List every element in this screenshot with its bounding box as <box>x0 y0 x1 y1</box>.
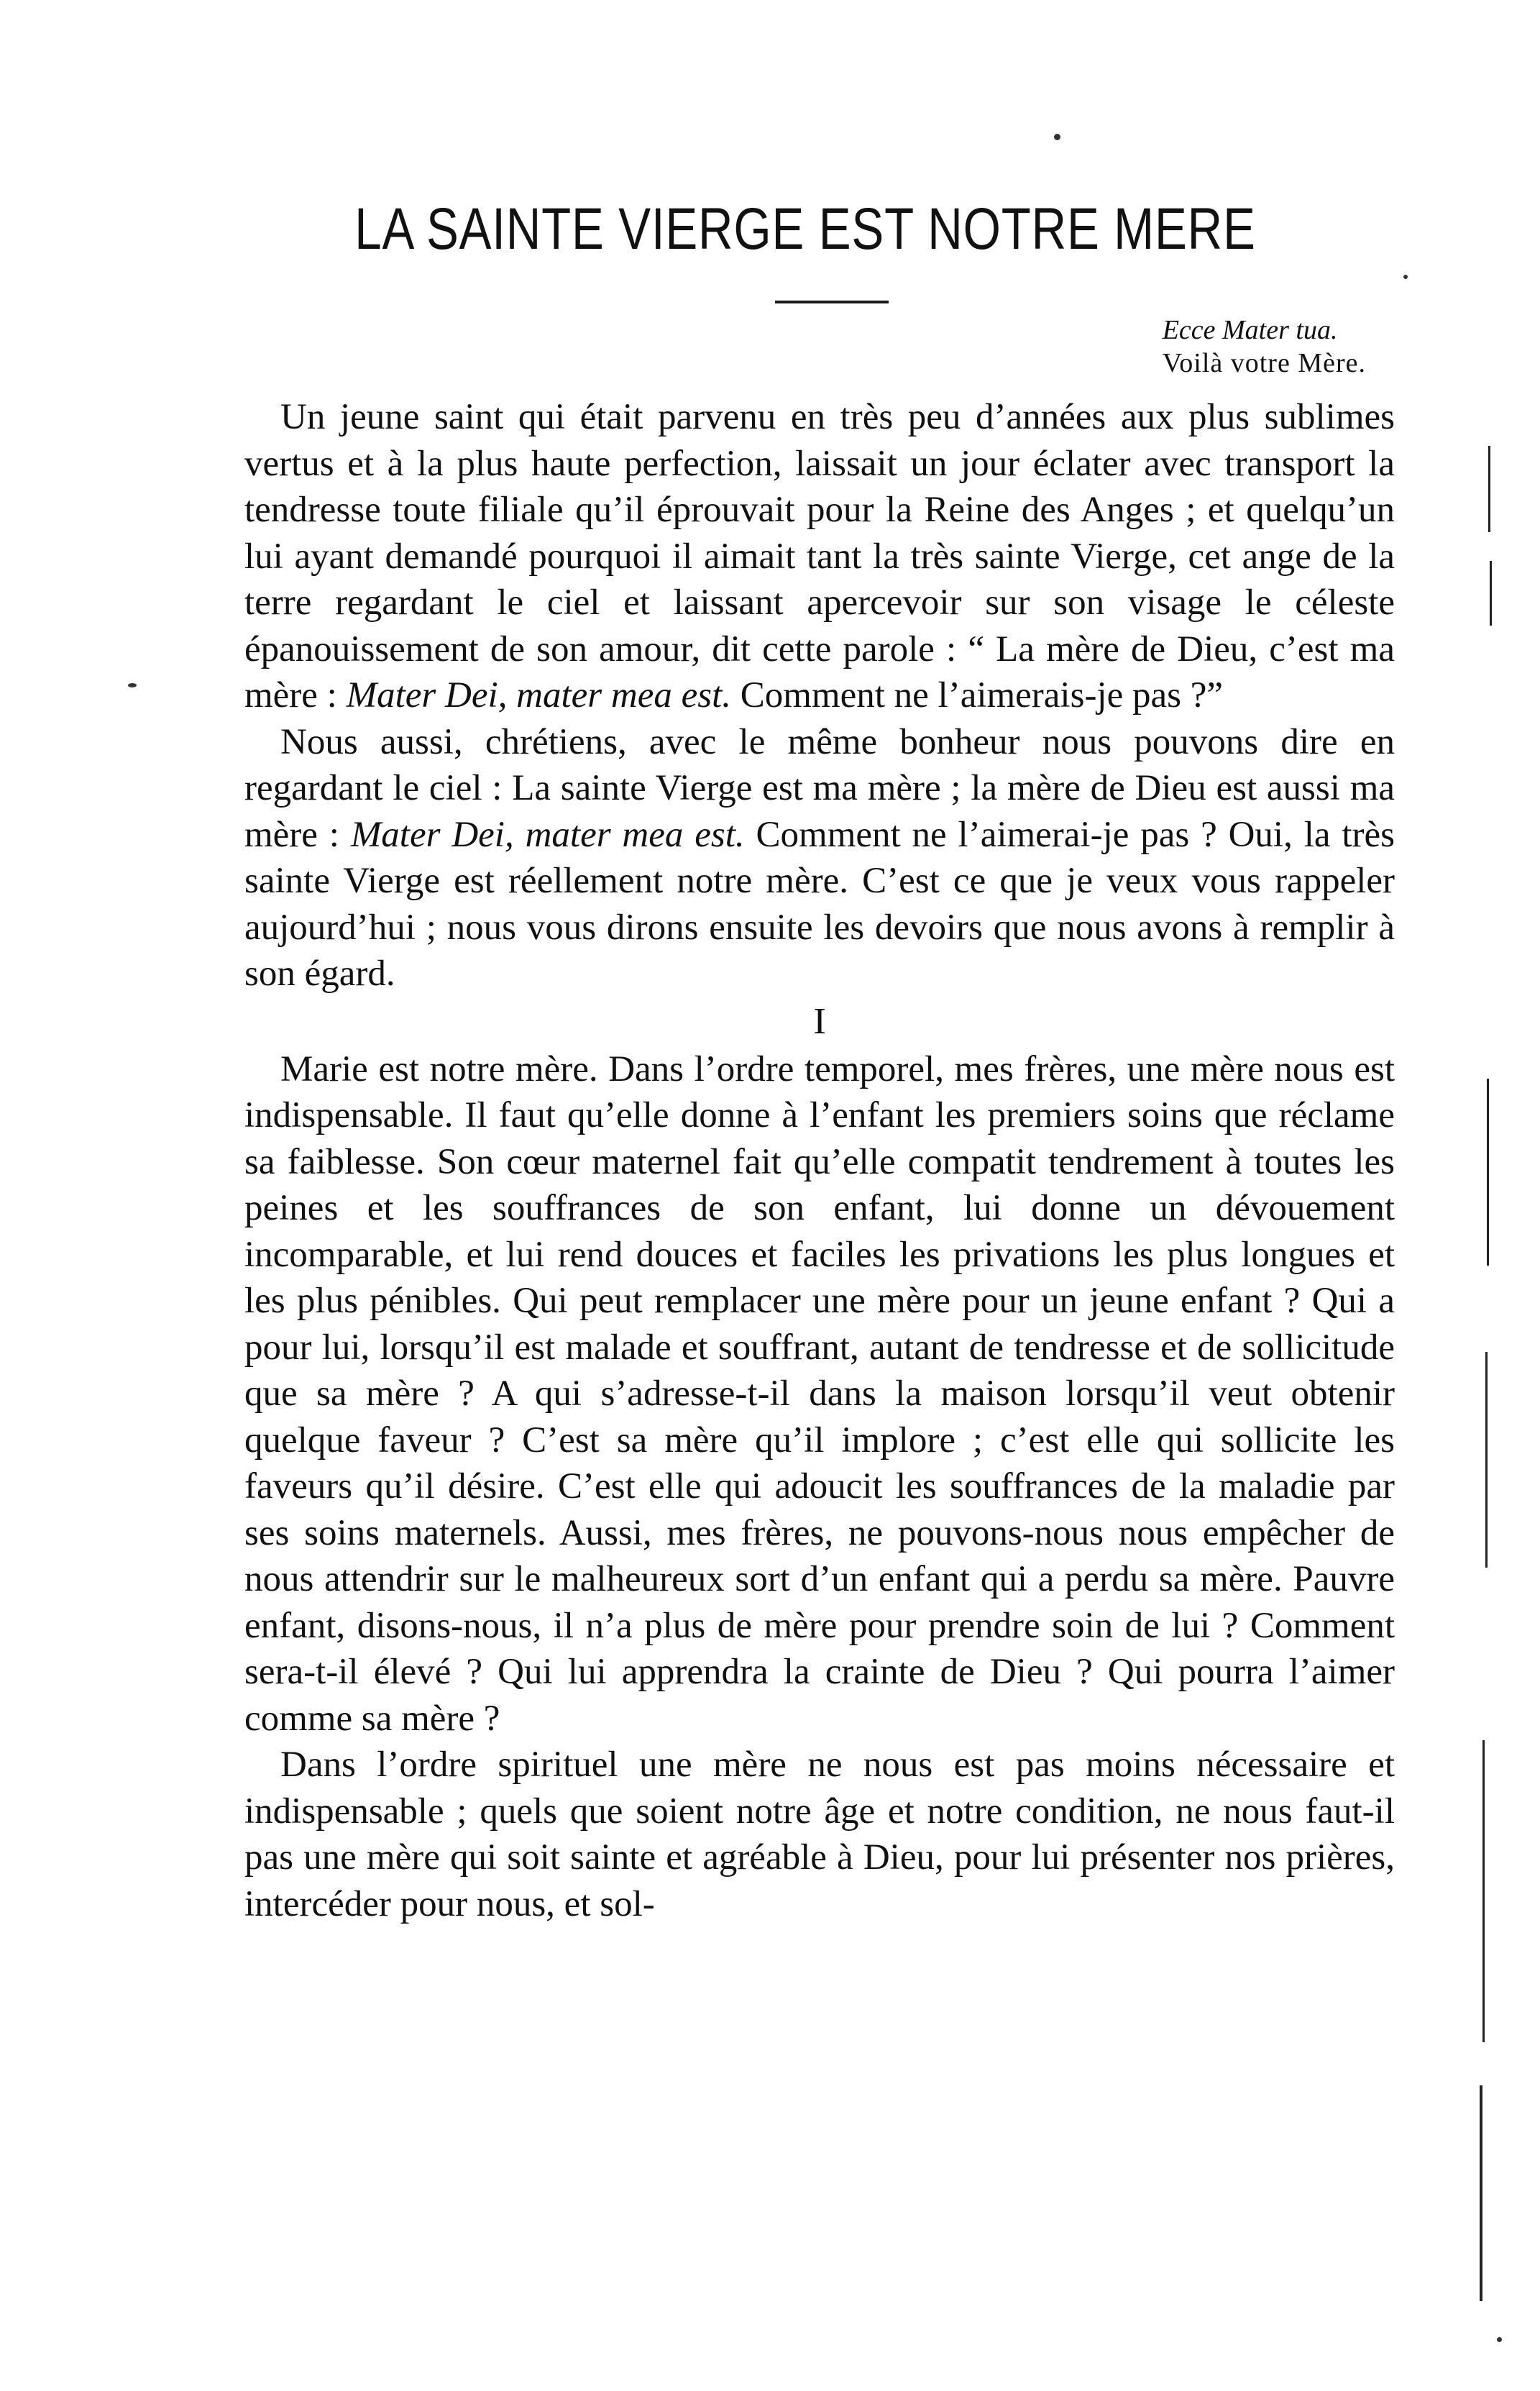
intro-p2-text: Nous aussi, chrétiens, avec le même bonheur nous pouvons dire en regardant le ciel : La sainte Vierge est ma mère ; la mère de Dieu est aussi ma mère : <box>244 721 1395 855</box>
body-text <box>244 394 1395 1927</box>
scan-artifact-speck <box>1403 275 1408 279</box>
scan-artifact-speck <box>1054 134 1060 140</box>
epigraph <box>1163 314 1366 380</box>
scan-artifact-speck <box>1497 2337 1502 2342</box>
intro-p2-end: Comment ne l’aimerai-je pas ? Oui, la très sainte Vierge est réellement notre mère. C’est ce que je veux vous rappeler aujourd’hui ; nous vous dirons ensuite les devoirs que nous avons à remplir à son égard. <box>244 814 1395 994</box>
scan-artifact-margin-line <box>1487 1079 1489 1266</box>
scan-artifact-margin-line <box>1482 1740 1485 2042</box>
intro-paragraph-1 <box>244 394 1395 719</box>
epigraph-latin: Ecce Mater tua. <box>1162 315 1338 345</box>
intro-p1-latin: Mater Dei, mater mea est. <box>346 675 731 716</box>
section-one-paragraph-1: Marie est notre mère. Dans l’ordre temporel, mes frères, une mère nous est indispensable. Il faut qu’elle donne à l’enfant les premiers soins que réclame sa faiblesse. Son cœur maternel fait qu’elle compatit tendrement à toutes les peines et les souffrances de son enfant, lui donne un dévouement incomparable, et lui rend douces et faciles les privations les plus longues et les plus pénibles. Qui peut remplacer une mère pour un jeune enfant ? Qui a pour lui, lorsqu’il est malade et souffrant, autant de tendresse et de sollicitude que sa mère ? A qui s’adresse-t-il dans la maison lorsqu’il veut obtenir quelque faveur ? C’est sa mère qu’il implore ; c’est elle qui sollicite les faveurs qu’il désire. C’est elle qui adoucit les souffrances de la maladie par ses soins maternels. Aussi, mes frères, ne pouvons-nous nous empêcher de nous attendrir sur le malheureux sort d’un enfant qui a perdu sa mère. Pauvre enfant, disons-nous, il n’a plus de mère pour prendre soin de lui ? Comment sera-t-il élevé ? Qui lui apprendra la crainte de Dieu ? Qui pourra l’aimer comme sa mère ? <box>244 1048 1395 1739</box>
section-one-paragraph-2: Dans l’ordre spirituel une mère ne nous est pas moins nécessaire et indispensable ; quels que soient notre âge et notre condition, ne nous faut-il pas une mère qui soit sainte et agréable à Dieu, pour lui présenter nos prières, intercéder pour nous, et sol- <box>244 1745 1395 1924</box>
title-divider <box>775 301 889 303</box>
intro-p1-text: Un jeune saint qui était parvenu en très peu d’années aux plus sublimes vertus et à la plus haute perfection, laissait un jour éclater avec transport la tendresse toute filiale qu’il éprouvait pour la Reine des Anges ; et quelqu’un lui ayant demandé pourquoi il aimait tant la très sainte Vierge, cet ange de la terre regardant le ciel et laissant apercevoir sur son visage le céleste épanouissement de son amour, dit cette parole : “ La mère de Dieu, c’est ma mère : <box>244 397 1395 716</box>
scan-artifact-margin-line <box>1485 1352 1488 1568</box>
intro-p2-latin: Mater Dei, mater mea est. <box>350 814 745 855</box>
scan-artifact-margin-line <box>1488 446 1490 532</box>
epigraph-french: Voilà votre Mère. <box>1162 348 1366 378</box>
scan-artifact-margin-line <box>1480 2085 1482 2301</box>
intro-p1-end: Comment ne l’aimerais-je pas ?” <box>731 675 1223 716</box>
scan-artifact-margin-line <box>1490 561 1492 626</box>
scan-artifact-speck <box>128 683 137 687</box>
chapter-title: LA SAINTE VIERGE EST NOTRE MERE <box>354 196 1256 262</box>
intro-paragraph-2 <box>244 719 1395 997</box>
section-numeral: I <box>813 1000 826 1042</box>
